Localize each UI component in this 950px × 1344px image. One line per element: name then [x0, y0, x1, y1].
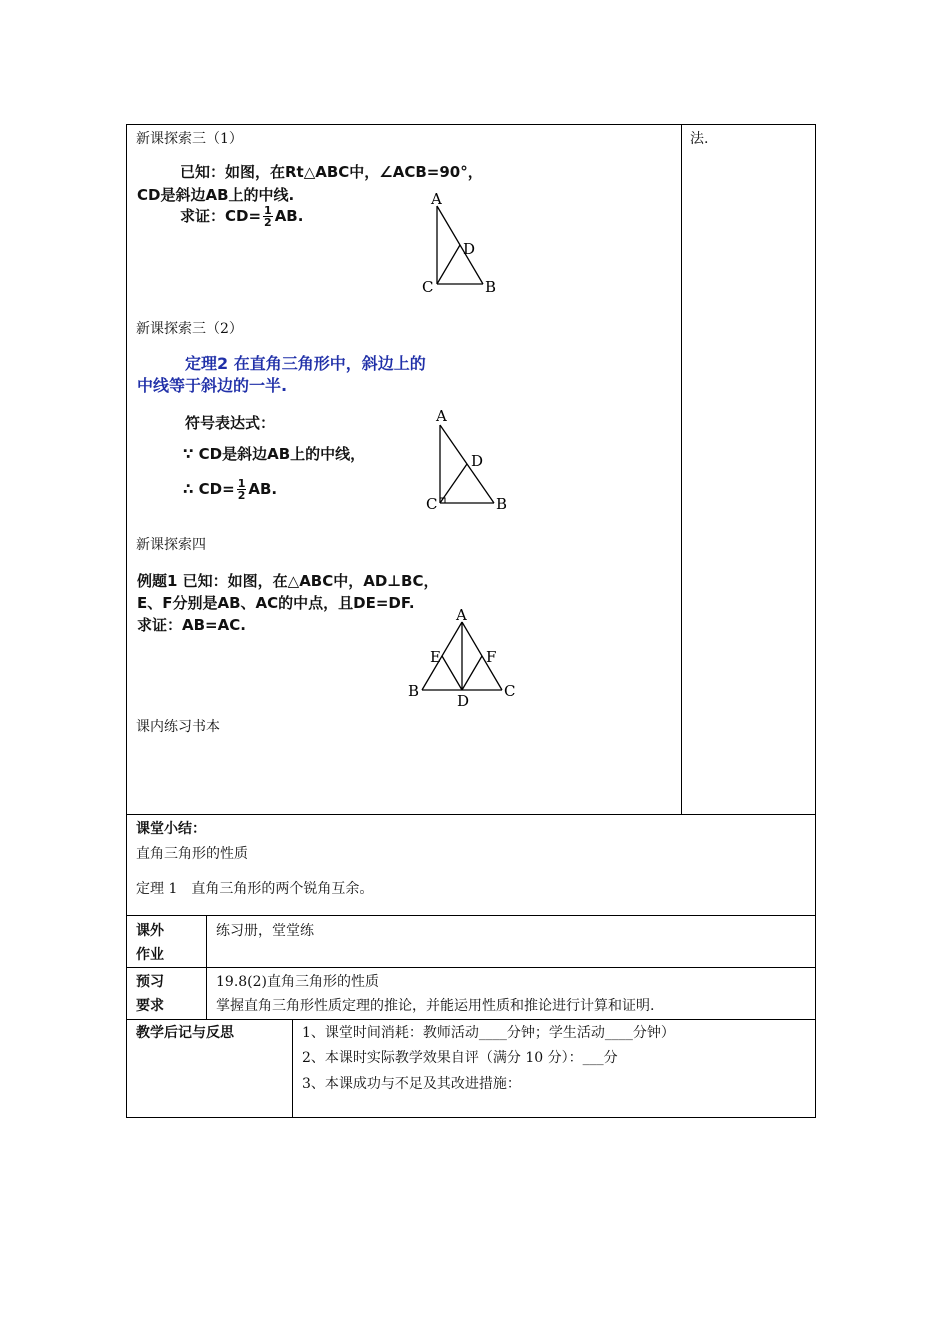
- slide1-triangle-figure: [415, 188, 505, 296]
- slide3-line3: 求证：AB=AC.: [137, 616, 246, 634]
- slide1-fraction: $\frac{1}{2}$: [264, 204, 272, 229]
- slide1-given-line1: 已知：如图，在Rt△ABC中，∠ACB=90°，: [180, 163, 483, 181]
- slide1-prove-label: 求证：CD=: [180, 207, 262, 225]
- row-divider-reflection: [126, 1019, 816, 1020]
- segment-df: [462, 656, 482, 690]
- practice-label: 课内练习书本: [136, 719, 220, 735]
- slide2-therefore-tail: AB.: [248, 480, 278, 498]
- column-divider-main: [681, 124, 682, 814]
- table-right-border: [815, 124, 816, 1118]
- column-divider-label: [206, 915, 207, 1019]
- slide2-therefore: [183, 478, 277, 501]
- reflection-item2: 2、本课时实际教学效果自评（满分 10 分）：___分: [302, 1050, 618, 1066]
- label-b: B: [408, 682, 420, 700]
- label-b: B: [496, 495, 508, 513]
- preview-line1: 19.8(2)直角三角形的性质: [216, 974, 380, 990]
- label-c: C: [422, 278, 434, 296]
- summary-line1: 直角三角形的性质: [136, 846, 248, 862]
- homework-content: 练习册，堂堂练: [216, 923, 314, 939]
- label-a: A: [436, 407, 447, 425]
- right-column-note: 法.: [690, 131, 709, 147]
- segment-cd: [437, 245, 460, 284]
- label-d: D: [471, 452, 484, 470]
- homework-label-1: 课外: [136, 923, 164, 939]
- label-a: A: [431, 190, 442, 208]
- preview-line2: 掌握直角三角形性质定理的推论，并能运用性质和推论进行计算和证明.: [216, 998, 655, 1014]
- slide2-fraction: $\frac{1}{2}$: [237, 477, 246, 502]
- section-title-3-2: 新课探索三（2）: [136, 321, 243, 337]
- column-divider-reflection: [292, 1019, 293, 1117]
- slide2-triangle-figure: [420, 403, 520, 515]
- label-c: C: [504, 682, 516, 700]
- label-d: D: [457, 692, 470, 710]
- slide1-given-line2: CD是斜边AB上的中线.: [137, 186, 295, 204]
- table-top-border: [126, 124, 816, 125]
- segment-de: [442, 656, 462, 690]
- slide2-theorem-line2: 中线等于斜边的一半.: [137, 376, 288, 395]
- table-left-border: [126, 124, 127, 1118]
- reflection-item1: 1、课堂时间消耗：教师活动____分钟；学生活动____分钟）: [302, 1025, 675, 1041]
- slide3-line1: 例题1 已知：如图，在△ABC中，AD⊥BC，: [137, 572, 439, 590]
- label-c: C: [426, 495, 438, 513]
- slide2-because: ∵ CD是斜边AB上的中线，: [183, 445, 366, 463]
- preview-label-1: 预习: [136, 974, 164, 990]
- label-e: E: [430, 648, 441, 666]
- row-divider-preview: [126, 967, 816, 968]
- label-f: F: [486, 648, 497, 666]
- slide1-prove-tail: AB.: [274, 207, 304, 225]
- section-title-4: 新课探索四: [136, 537, 206, 553]
- row-divider-homework: [126, 915, 816, 916]
- slide1-prove: [180, 205, 303, 228]
- table-bottom-border: [126, 1117, 816, 1118]
- label-a: A: [456, 606, 467, 624]
- summary-line2: 定理 1 直角三角形的两个锐角互余。: [136, 881, 374, 897]
- reflection-label: 教学后记与反思: [136, 1025, 234, 1041]
- homework-label-2: 作业: [136, 947, 164, 963]
- slide2-symbol-label: 符号表达式：: [185, 414, 276, 432]
- section-title-3-1: 新课探索三（1）: [136, 131, 243, 147]
- slide2-theorem-line1: 定理2 在直角三角形中，斜边上的: [185, 354, 426, 373]
- label-d: D: [463, 240, 476, 258]
- preview-label-2: 要求: [136, 998, 164, 1014]
- slide2-therefore-pre: ∴ CD=: [183, 480, 235, 498]
- slide3-triangle-figure: [404, 606, 520, 710]
- summary-title: 课堂小结：: [136, 821, 206, 837]
- reflection-item3: 3、本课成功与不足及其改进措施：: [302, 1076, 521, 1092]
- slide3-line2: E、F分别是AB、AC的中点，且DE=DF.: [137, 594, 415, 612]
- segment-cd: [440, 464, 467, 503]
- label-b: B: [485, 278, 497, 296]
- row-divider-summary: [126, 814, 816, 815]
